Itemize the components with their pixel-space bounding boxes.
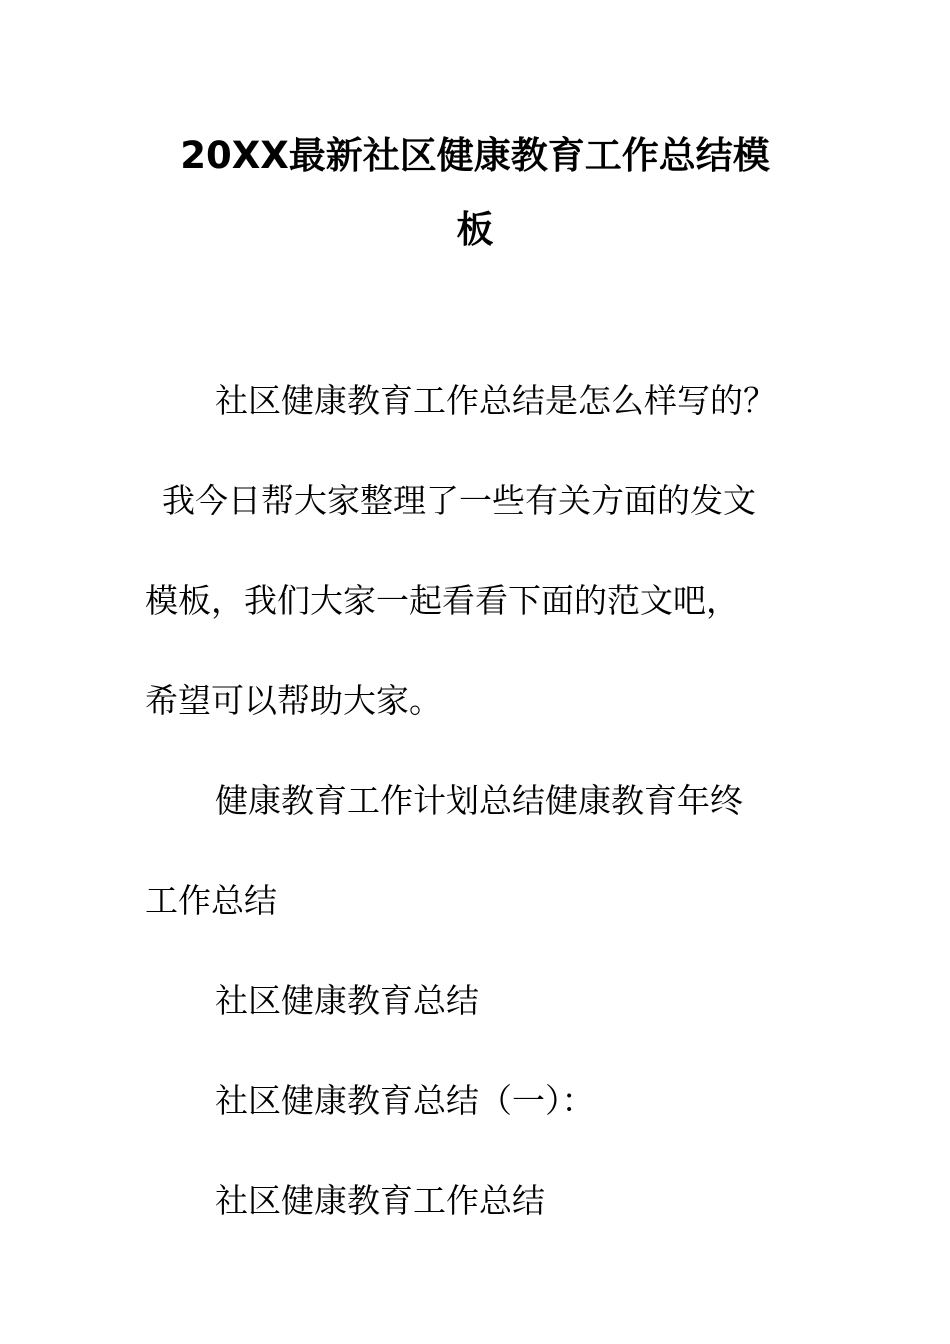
paragraph-5-line-1: 社区健康教育工作总结 <box>215 1181 545 1220</box>
paragraph-2-line-1: 健康教育工作计划总结健康教育年终 <box>215 781 743 820</box>
document-title-line-1: 20XX最新社区健康教育工作总结模 <box>180 134 770 177</box>
paragraph-1-line-3: 模板，我们大家一起看看下面的范文吧， <box>145 581 739 620</box>
paragraph-1-line-1: 社区健康教育工作总结是怎么样写的？ <box>215 381 776 420</box>
paragraph-1-line-2: 我今日帮大家整理了一些有关方面的发文 <box>162 481 756 520</box>
paragraph-4-line-1: 社区健康教育总结（一）： <box>215 1081 595 1120</box>
paragraph-1-line-4: 希望可以帮助大家。 <box>145 681 442 720</box>
paragraph-3-line-1: 社区健康教育总结 <box>215 981 479 1020</box>
paragraph-2-line-2: 工作总结 <box>145 881 277 920</box>
document-title-line-2: 板 <box>456 208 494 251</box>
